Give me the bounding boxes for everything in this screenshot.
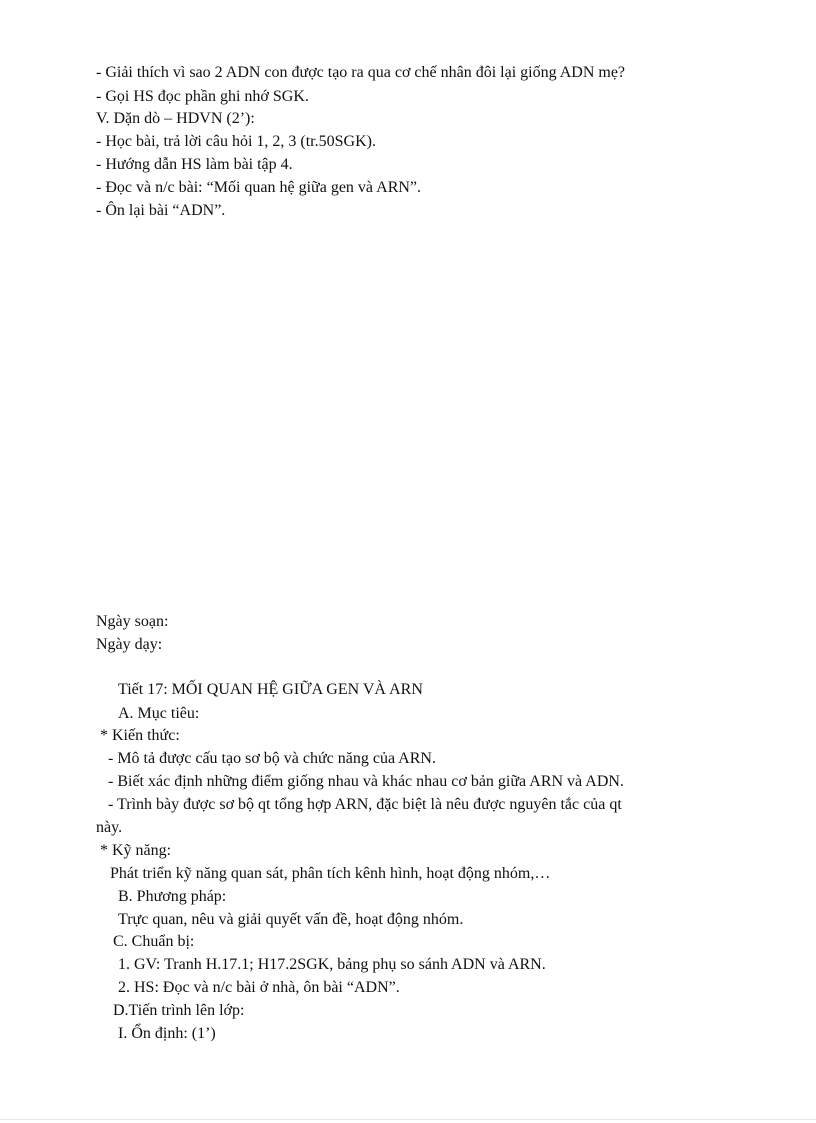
method-heading: B. Phương pháp: bbox=[118, 888, 227, 905]
lesson-title: Tiết 17: MỐI QUAN HỆ GIỮA GEN VÀ ARN bbox=[118, 681, 423, 698]
prep-date-label: Ngày soạn: bbox=[96, 613, 169, 630]
text-line: - Giải thích vì sao 2 ADN con được tạo ra qua cơ chế nhân đôi lại giống ADN mẹ? bbox=[96, 64, 626, 81]
section-heading: V. Dặn dò – HDVN (2’): bbox=[96, 110, 255, 127]
prep-item: 2. HS: Đọc và n/c bài ở nhà, ôn bài “ADN”. bbox=[118, 979, 400, 996]
text-line: - Đọc và n/c bài: “Mối quan hệ giữa gen và ARN”. bbox=[96, 179, 422, 196]
step-1: I. Ổn định: (1’) bbox=[118, 1025, 216, 1042]
text-line: - Ôn lại bài “ADN”. bbox=[96, 202, 226, 219]
knowledge-item: - Mô tả được cấu tạo sơ bộ và chức năng của ARN. bbox=[108, 750, 436, 767]
text-line: - Hướng dẫn HS làm bài tập 4. bbox=[96, 156, 293, 173]
prep-item: 1. GV: Tranh H.17.1; H17.2SGK, bảng phụ so sánh ADN và ARN. bbox=[118, 956, 546, 973]
process-heading: D.Tiến trình lên lớp: bbox=[113, 1002, 245, 1019]
prep-heading: C. Chuẩn bị: bbox=[113, 933, 195, 950]
objectives-heading: A. Mục tiêu: bbox=[118, 705, 200, 722]
teach-date-label: Ngày dạy: bbox=[96, 636, 163, 653]
text-line: - Gọi HS đọc phần ghi nhớ SGK. bbox=[96, 88, 309, 105]
knowledge-item-continued: này. bbox=[96, 819, 123, 836]
knowledge-item: - Biết xác định những điểm giống nhau và khác nhau cơ bản giữa ARN và ADN. bbox=[108, 773, 624, 790]
method-text: Trực quan, nêu và giải quyết vấn đề, hoạt động nhóm. bbox=[118, 911, 464, 928]
knowledge-item: - Trình bày được sơ bộ qt tổng hợp ARN, đặc biệt là nêu được nguyên tắc của qt bbox=[108, 796, 622, 813]
knowledge-heading: * Kiến thức: bbox=[100, 727, 180, 744]
text-line: - Học bài, trả lời câu hỏi 1, 2, 3 (tr.50SGK). bbox=[96, 133, 376, 150]
skills-text: Phát triển kỹ năng quan sát, phân tích kênh hình, hoạt động nhóm,… bbox=[110, 865, 551, 882]
skills-heading: * Kỹ năng: bbox=[100, 842, 172, 859]
page-edge-divider bbox=[0, 1119, 816, 1120]
